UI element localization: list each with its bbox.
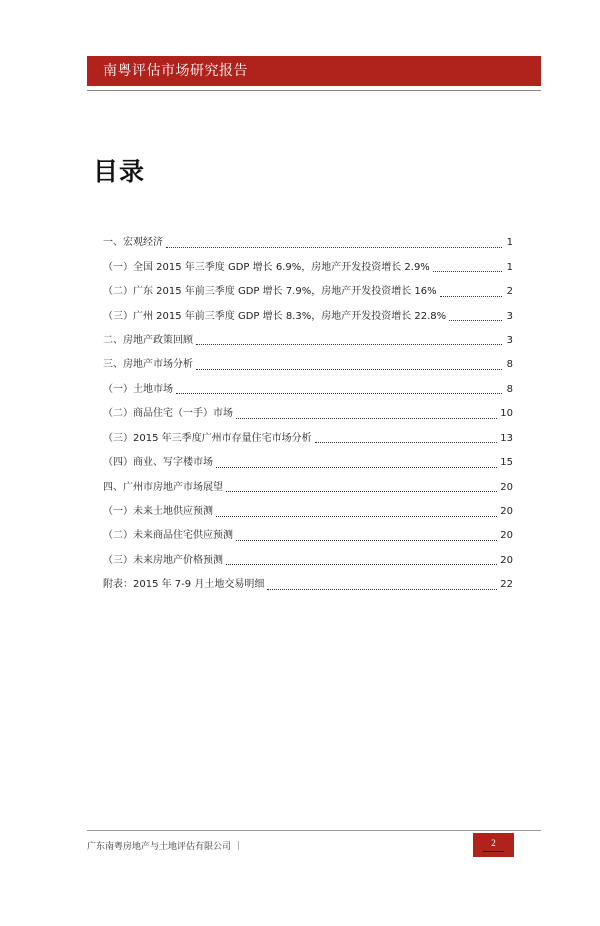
toc-dot-leader: [216, 467, 497, 468]
page-number-badge: [473, 833, 514, 857]
toc-entry[interactable]: [103, 231, 513, 255]
toc-entry-title: （三）广州 2015 年前三季度 GDP 增长 8.3%，房地产开发投资增长 22.8%: [103, 310, 447, 322]
toc-entry-page: 8: [506, 383, 513, 395]
toc-entry[interactable]: [103, 524, 513, 548]
toc-entry-page: 20: [500, 554, 513, 566]
page-number-underline: [483, 851, 504, 852]
toc-entry-page: 22: [500, 579, 513, 591]
toc-entry[interactable]: [103, 353, 513, 377]
footer-company-name: 广东南粤房地产与土地评估有限公司 ｜: [87, 842, 243, 852]
toc-entry-page: 3: [506, 310, 513, 322]
toc-entry-page: 3: [506, 334, 513, 346]
toc-entry-page: 10: [500, 408, 513, 420]
toc-entry[interactable]: [103, 329, 513, 353]
toc-entry[interactable]: [103, 573, 513, 597]
toc-entry-title: （三）未来房地产价格预测: [103, 554, 223, 566]
toc-entry-title: （四）商业、写字楼市场: [103, 457, 213, 469]
toc-dot-leader: [433, 271, 502, 272]
toc-entry[interactable]: [103, 500, 513, 524]
toc-dot-leader: [196, 344, 502, 345]
toc-entry[interactable]: [103, 475, 513, 499]
toc-entry-page: 2: [506, 286, 513, 298]
toc-entry-title: 三、房地产市场分析: [103, 359, 193, 371]
toc-entry[interactable]: [103, 451, 513, 475]
toc-entry[interactable]: [103, 304, 513, 328]
toc-entry-title: （二）广东 2015 年前三季度 GDP 增长 7.9%，房地产开发投资增长 16%: [103, 286, 437, 298]
page-number: 2: [491, 838, 496, 848]
toc-entry-page: 20: [500, 506, 513, 518]
toc-entry-title: （一）全国 2015 年三季度 GDP 增长 6.9%，房地产开发投资增长 2.9%: [103, 261, 430, 273]
toc-entry[interactable]: [103, 402, 513, 426]
toc-dot-leader: [196, 369, 502, 370]
toc-dot-leader: [226, 491, 497, 492]
toc-dot-leader: [236, 540, 497, 541]
toc-dot-leader: [166, 247, 502, 248]
toc-entry-title: 一、宏观经济: [103, 237, 163, 249]
toc-entry[interactable]: [103, 280, 513, 304]
toc-entry-title: （一）未来土地供应预测: [103, 506, 213, 518]
header-divider: [87, 90, 541, 91]
toc-heading: 目录: [93, 157, 146, 186]
toc-entry-page: 20: [500, 530, 513, 542]
table-of-contents: [103, 231, 513, 598]
toc-dot-leader: [440, 296, 502, 297]
toc-entry-title: 附表：2015 年 7-9 月土地交易明细: [103, 579, 265, 591]
toc-entry[interactable]: [103, 378, 513, 402]
toc-entry[interactable]: [103, 549, 513, 573]
toc-entry-page: 20: [500, 481, 513, 493]
footer-divider: [87, 830, 541, 831]
toc-dot-leader: [216, 516, 497, 517]
header-band: [87, 56, 541, 86]
toc-entry[interactable]: [103, 427, 513, 451]
toc-entry-page: 1: [506, 237, 513, 249]
toc-entry-title: （三）2015 年三季度广州市存量住宅市场分析: [103, 432, 312, 444]
toc-entry[interactable]: [103, 255, 513, 279]
toc-entry-title: 四、广州市房地产市场展望: [103, 481, 223, 493]
toc-entry-page: 1: [506, 261, 513, 273]
toc-dot-leader: [226, 564, 497, 565]
toc-entry-page: 13: [500, 432, 513, 444]
toc-dot-leader: [267, 589, 497, 590]
toc-dot-leader: [176, 393, 502, 394]
toc-entry-title: 二、房地产政策回顾: [103, 334, 193, 346]
toc-entry-page: 8: [506, 359, 513, 371]
toc-entry-title: （二）未来商品住宅供应预测: [103, 530, 233, 542]
toc-entry-title: （二）商品住宅（一手）市场: [103, 408, 233, 420]
toc-dot-leader: [236, 418, 497, 419]
toc-dot-leader: [315, 442, 498, 443]
toc-dot-leader: [449, 320, 502, 321]
report-title: 南粤评估市场研究报告: [103, 63, 248, 79]
toc-entry-title: （一）土地市场: [103, 383, 173, 395]
toc-entry-page: 15: [500, 457, 513, 469]
